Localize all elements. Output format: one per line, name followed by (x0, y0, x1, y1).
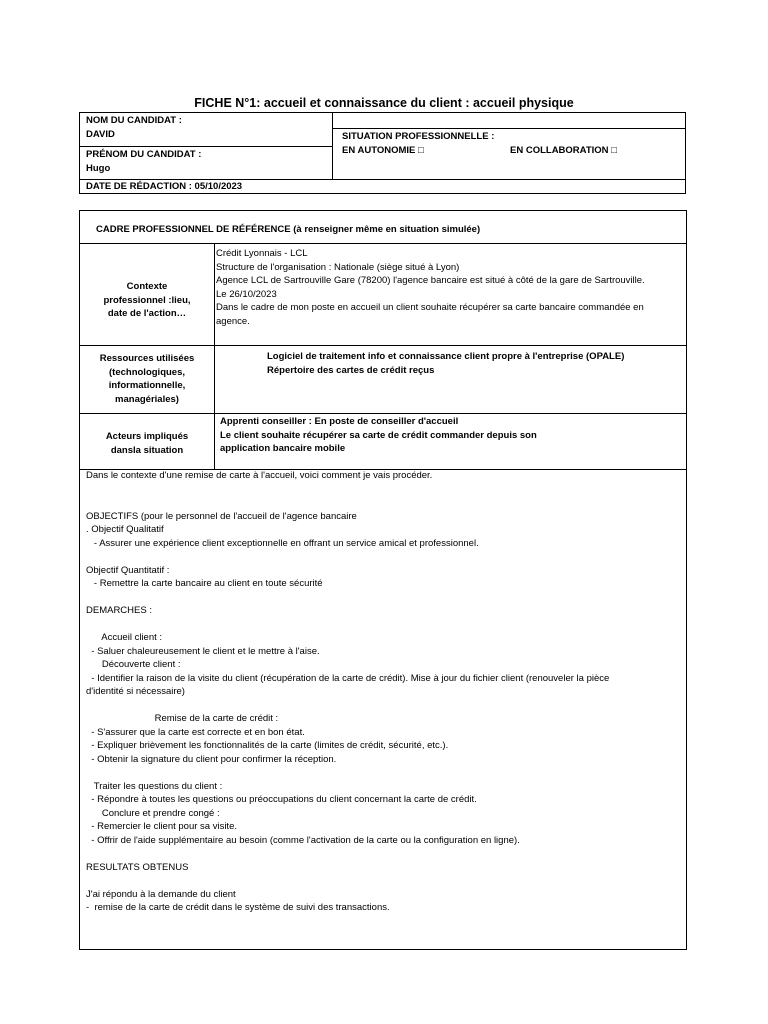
ressources-label: Ressources utilisées (technologiques, informationnelle, managériales) (99, 353, 195, 405)
nom-value: DAVID (86, 129, 115, 140)
ressources-row (80, 346, 686, 414)
contexte-row (80, 244, 686, 346)
candidate-header-table (79, 112, 686, 194)
date-redaction: DATE DE RÉDACTION : 05/10/2023 (86, 181, 243, 192)
ressources-value: Logiciel de traitement info et connaissance client propre à l'entreprise (OPALE) Répertoire des cartes de crédit reçus (267, 351, 625, 376)
contexte-value: Crédit Lyonnais - LCL Structure de l'organisation : Nationale (siège situé à Lyon) Agence LCL de Sartrouville Gare (78200) l'agence bancaire est situé à côté de la gare de Sartrouville. Le 26/10/2023 Dans le cadre de mon poste en accueil un client souhaite récupérer sa carte bancaire commandée en agence. (216, 248, 645, 327)
acteurs-row (80, 414, 686, 470)
acteurs-label: Acteurs impliqués dansla situation (105, 431, 189, 456)
en-collaboration-checkbox[interactable]: EN COLLABORATION □ (510, 145, 617, 156)
en-autonomie-checkbox[interactable]: EN AUTONOMIE □ (342, 145, 424, 156)
procedure-description: Dans le contexte d'une remise de carte à l'accueil, voici comment je vais procéder. OBJECTIFS (pour le personnel de l'accueil de l'agence bancaire . Objectif Qualitatif - Assurer une expérience client exceptionnelle en offrant un service amical et professionnel. Objectif Quantitatif : - Remettre la carte bancaire au client en toute sécurité DEMARCHES : Accueil client : - Saluer chaleureusement le client et le mettre à l'aise. Découverte client : - Identifier la raison de la visite du client (récupération de la carte de crédit). Mise à jour du fichier client (renouveler la pièce d'identité si nécessaire) Remise de la carte de crédit : - S'assurer que la carte est correcte et en bon état. - Expliquer brièvement les fonctionnalités de la carte (limites de crédit, sécurité, etc.). - Obtenir la signature du client pour confirmer la réception. Traiter les questions du client : - Répondre à toutes les questions ou préoccupations du client concernant la carte de crédit. Conclure et prendre congé : - Remercier le client pour sa visite. - Offrir de l'aide supplémentaire au besoin (comme l'activation de la carte ou la configuration en ligne). RESULTATS OBTENUS J'ai répondu à la demande du client - remise de la carte de crédit dans le système de suivi des transactions. (86, 470, 610, 913)
cadre-heading-row (80, 211, 686, 244)
prenom-label: PRÉNOM DU CANDIDAT : (86, 149, 202, 160)
cadre-professionnel-table (79, 210, 687, 950)
page-title: FICHE N°1: accueil et connaissance du client : accueil physique (194, 96, 574, 110)
acteurs-value: Apprenti conseiller : En poste de conseiller d'accueil Le client souhaite récupérer sa carte de crédit commander depuis son application bancaire mobile (220, 416, 537, 454)
nom-label: NOM DU CANDIDAT : (86, 115, 182, 126)
situation-label: SITUATION PROFESSIONNELLE : (342, 131, 495, 142)
prenom-value: Hugo (86, 163, 111, 174)
contexte-label: Contexte professionnel :lieu, date de l'action… (103, 281, 191, 319)
cadre-heading: CADRE PROFESSIONNEL DE RÉFÉRENCE (à renseigner même en situation simulée) (96, 224, 481, 235)
